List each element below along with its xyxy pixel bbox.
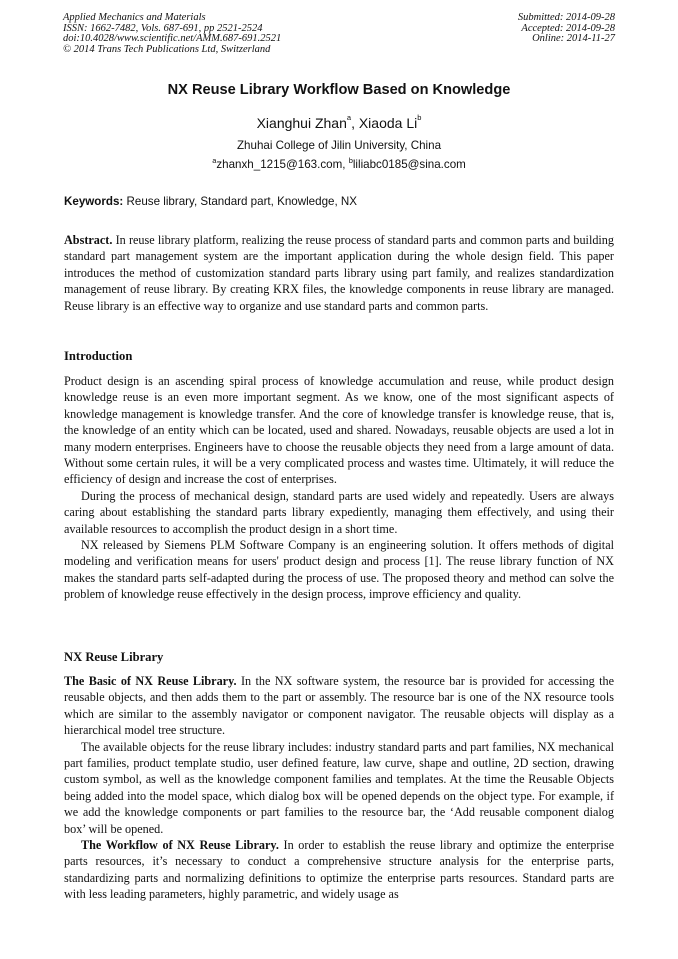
- author-list: [0, 115, 678, 131]
- email-link[interactable]: liliabc0185@sina.com: [352, 158, 466, 171]
- keywords: [64, 195, 357, 208]
- section-heading-reuse-library: NX Reuse Library: [64, 650, 164, 664]
- journal-header-right: [518, 13, 615, 45]
- keywords-text: Reuse library, Standard part, Knowledge, NX: [126, 195, 358, 208]
- abstract: [64, 232, 614, 314]
- email-mark: b: [348, 156, 353, 165]
- paragraph: The available objects for the reuse library includes: industry standard parts and part families, NX mechanical part families, product template studio, user defined feature, law curve, shape and outline, 2D section, drawing custom symbol, as well as the knowledge component families and templates. At the time the Reusable Objects being added into the model space, which dialog box will be opened depends on the object type. For example, if we add the knowledge components or part families to the resource bar, the ‘Add reusable component dialog box’ will be opened.: [64, 739, 614, 836]
- accepted-date: Accepted: 2014-09-28: [521, 22, 615, 34]
- affiliation: Zhuhai College of Jilin University, China: [236, 139, 442, 152]
- paragraph-text: In the NX software system, the resource bar is provided for accessing the reusable objects, and then adds them to the part or assembly. The resource bar is one of the NX resource tools which are similar to the assembly navigator or component navigator. The reusable objects will display as a hierarchical model tree structure.: [64, 674, 615, 738]
- email-list: [0, 158, 678, 171]
- subsection-label: The Basic of NX Reuse Library.: [64, 674, 237, 688]
- paragraph: Product design is an ascending spiral process of knowledge accumulation and reuse, while product design knowledge reuse is an even more important segment. As we know, one of the most significant aspects of knowledge management is knowledge transfer. And the core of knowledge transfer is knowledge reuse, that is, the knowledge of an entity which can be located, used and shared. Nowadays, reusable objects are used a lot in many modern enterprises. Engineers have to choose the reusable objects they need from a large amount of data. Without some certain rules, it will be a very complicated process and wastes time. Ultimately, it will reduce the efficiency of design and increase the cost of enterprises.: [64, 374, 614, 487]
- journal-header-left: [63, 13, 281, 55]
- abstract-text: In reuse library platform, realizing the reuse process of standard parts and common parts and building standard part management system are the important application during the whole design field. This paper introduces the method of customization standard parts library using part family, and realizes standardization management of reuse library. By creating KRX files, the knowledge components in reuse library are managed. Reuse library is an effective way to organize and use standard parts and common parts.: [64, 233, 614, 313]
- subsection-label: The Workflow of NX Reuse Library.: [81, 838, 279, 853]
- paragraph: [64, 837, 614, 903]
- introduction-body: [64, 373, 614, 603]
- author-name: Xianghui Zhan: [256, 115, 347, 131]
- author-name: Xiaoda Li: [358, 115, 418, 131]
- paragraph: NX released by Siemens PLM Software Company is an engineering solution. It offers methods of digital modeling and verification means for users' product design and process [1]. The reuse library function of NX makes the standard parts self-adapted during the process of use. The proposed theory and method can solve the problem of knowledge reuse effectively in the design process, improve efficiency and quality.: [64, 538, 614, 602]
- paragraph: [64, 673, 614, 739]
- keywords-label: Keywords:: [64, 195, 124, 208]
- email-link[interactable]: zhanxh_1215@163.com: [216, 158, 343, 171]
- submitted-date: Submitted: 2014-09-28: [517, 12, 615, 23]
- paragraph-text: In order to establish the reuse library and optimize the enterprise parts resources, it’s necessary to conduct a comprehensive structure analysis for the enterprise parts, standardizing parts and normalizing definitions to optimize the enterprise parts resources. Standard parts are with less leading parameters, highly parametric, and widely usage as: [64, 838, 614, 902]
- author-mark: a: [346, 113, 352, 122]
- email-separator: ,: [342, 158, 349, 171]
- journal-doi: doi:10.4028/www.scientific.net/AMM.687-691.2521: [63, 33, 282, 44]
- email-mark: a: [212, 156, 217, 165]
- reuse-library-body: [64, 673, 614, 903]
- journal-copyright: © 2014 Trans Tech Publications Ltd, Switzerland: [63, 43, 271, 55]
- section-heading-introduction: Introduction: [64, 349, 133, 363]
- online-date: Online: 2014-11-27: [532, 33, 615, 44]
- abstract-label: Abstract.: [64, 233, 113, 247]
- paragraph: During the process of mechanical design, standard parts are used widely and repeatedly. Users are always caring about establishing the standard parts library expediently, managing them effectively, and using their available resources to accomplish the product design in a short time.: [64, 488, 614, 536]
- author-separator: ,: [351, 115, 359, 131]
- author-mark: b: [417, 113, 422, 122]
- journal-issn: ISSN: 1662-7482, Vols. 687-691, pp 2521-2524: [63, 22, 263, 34]
- journal-name: Applied Mechanics and Materials: [63, 12, 206, 23]
- paper-title: NX Reuse Library Workflow Based on Knowledge: [167, 82, 511, 98]
